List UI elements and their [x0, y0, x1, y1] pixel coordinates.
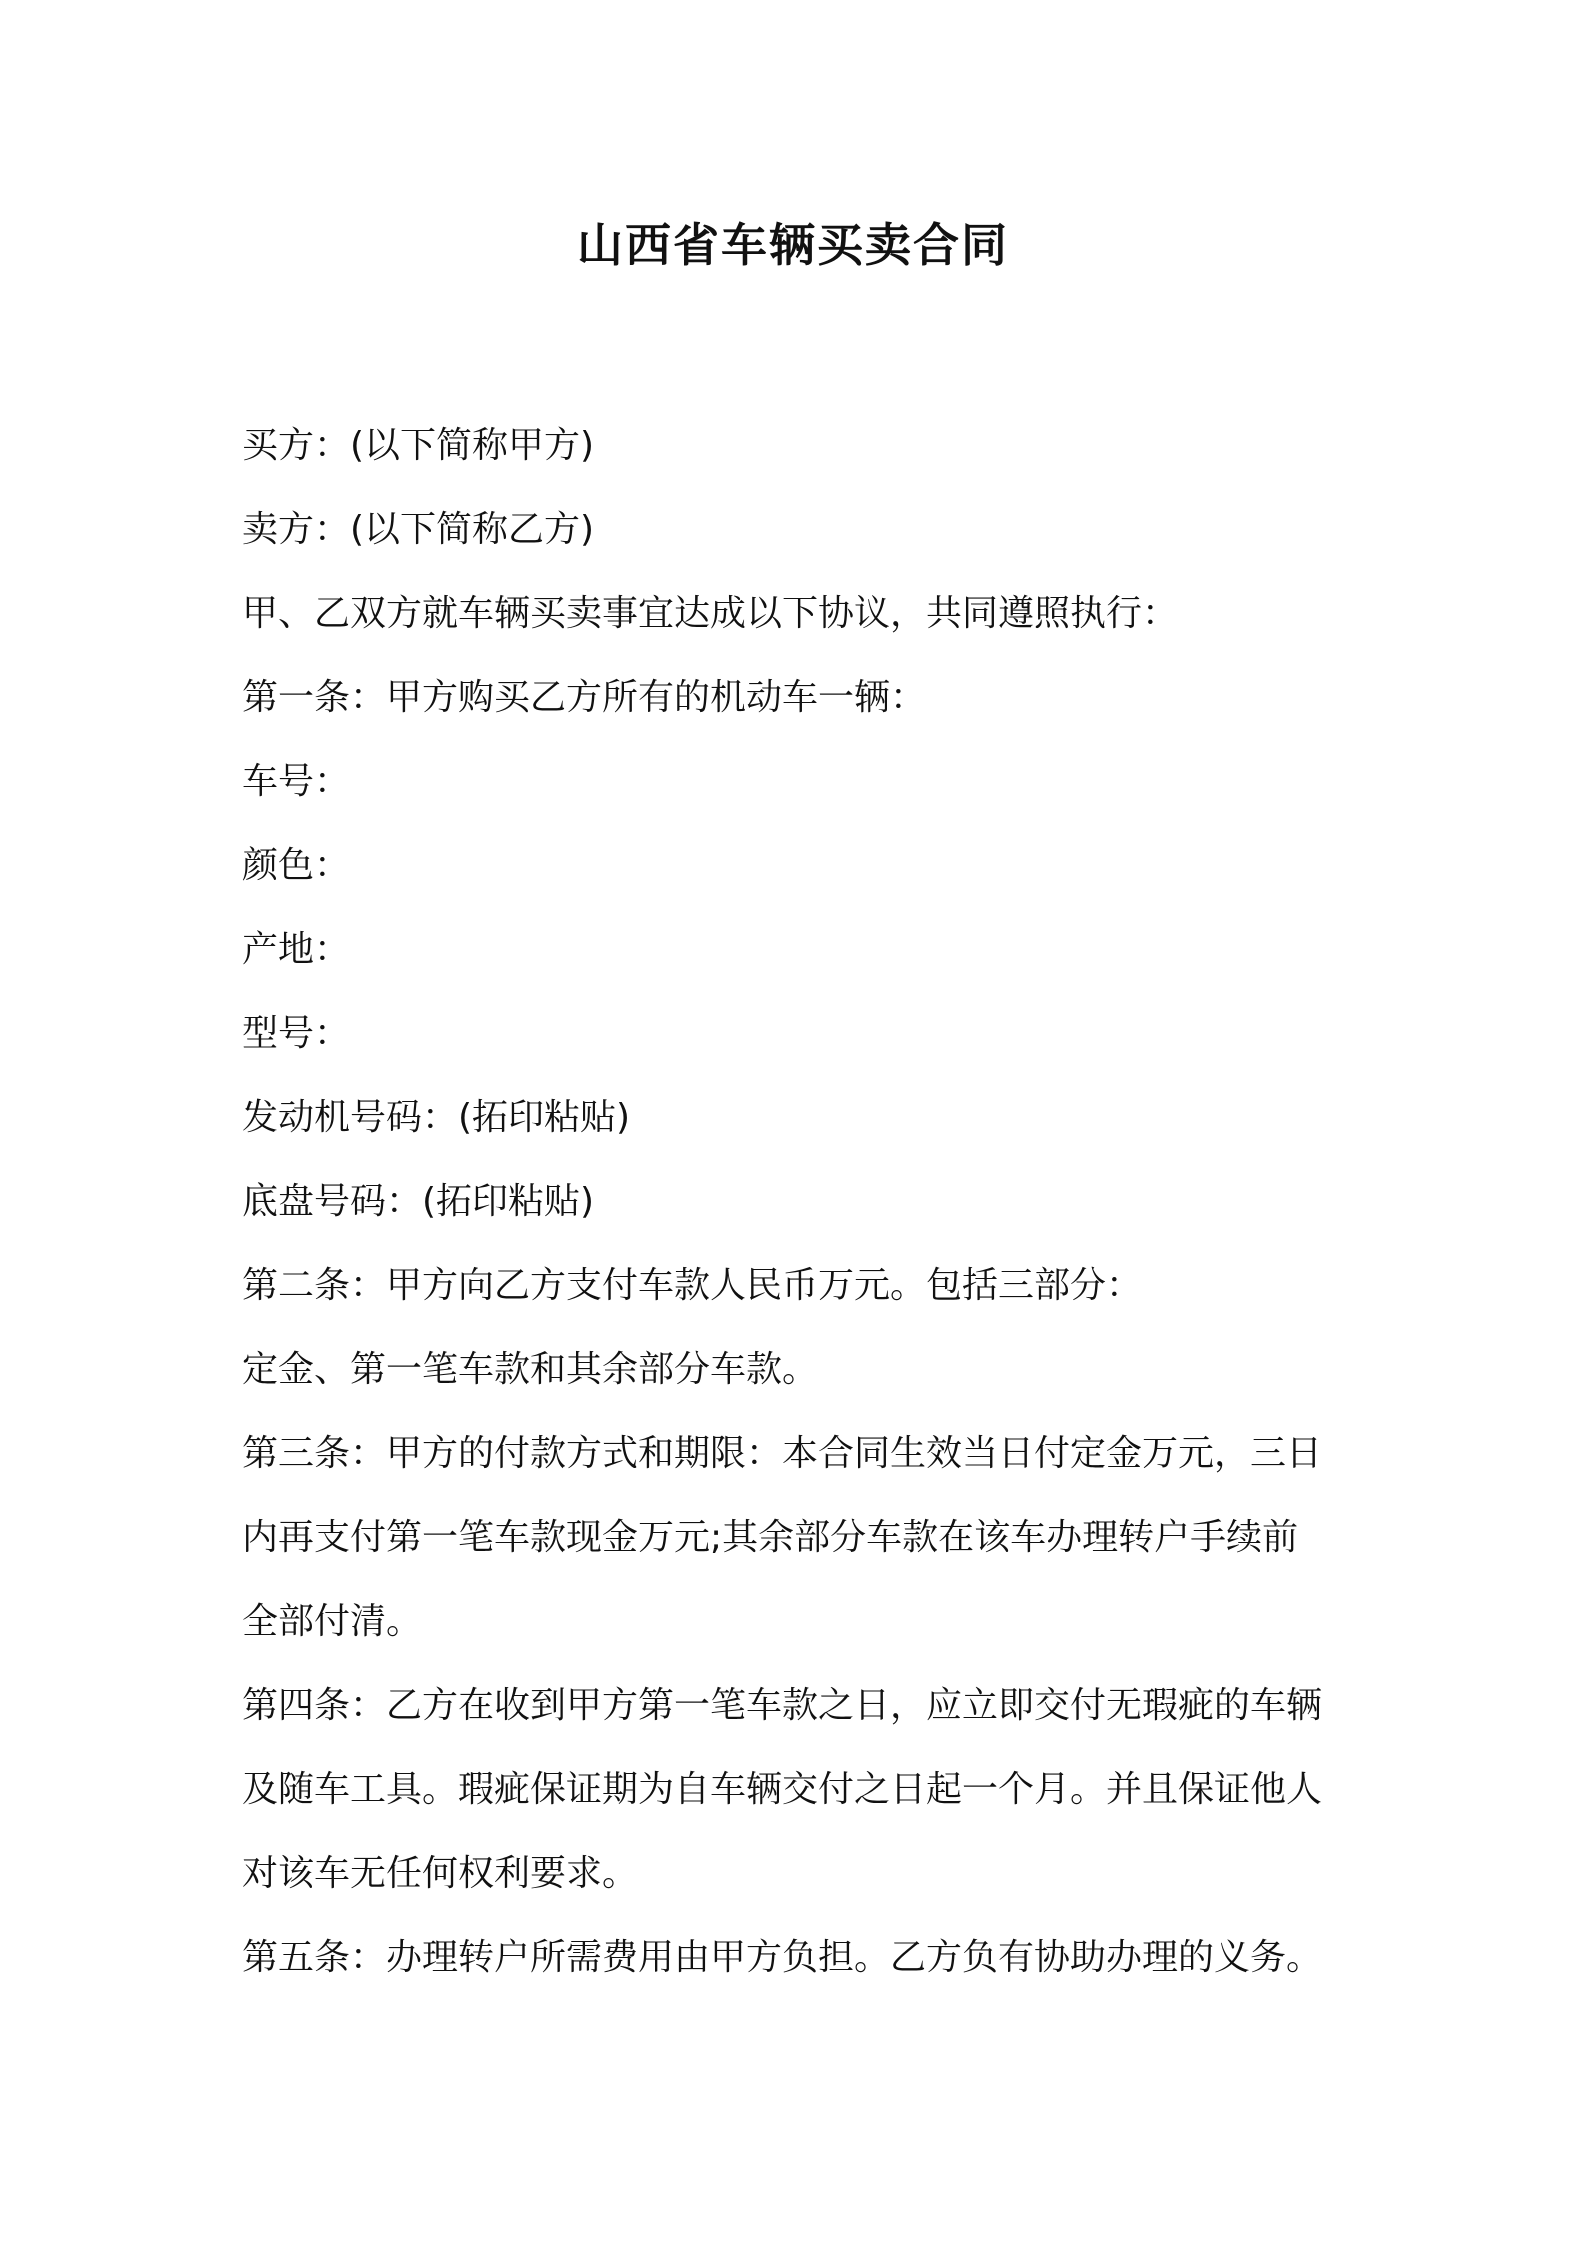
- plate-number-field: 车号：: [242, 761, 351, 802]
- article-4: 第四条：乙方在收到甲方第一笔车款之日，应立即交付无瑕疵的车辆: [242, 1685, 1323, 1726]
- article-3-continued: 内再支付第一笔车款现金万元;其余部分车款在该车办理转户手续前: [242, 1517, 1299, 1558]
- document-title: 山西省车辆买卖合同: [577, 218, 1009, 272]
- article-4-end: 对该车无任何权利要求。: [242, 1853, 639, 1894]
- article-5: 第五条：办理转户所需费用由甲方负担。乙方负有协助办理的义务。: [242, 1937, 1323, 1978]
- article-2: 第二条：甲方向乙方支付车款人民币万元。包括三部分：: [242, 1265, 1143, 1306]
- agreement-intro: 甲、乙双方就车辆买卖事宜达成以下协议，共同遵照执行：: [242, 593, 1179, 634]
- article-2-continued: 定金、第一笔车款和其余部分车款。: [242, 1349, 819, 1390]
- article-3-end: 全部付清。: [242, 1601, 423, 1642]
- buyer-line: 买方：(以下简称甲方): [242, 425, 595, 466]
- seller-line: 卖方：(以下简称乙方): [242, 509, 595, 550]
- chassis-number-field: 底盘号码：(拓印粘贴): [242, 1181, 595, 1222]
- engine-number-field: 发动机号码：(拓印粘贴): [242, 1097, 631, 1138]
- color-field: 颜色：: [242, 845, 351, 886]
- article-4-continued: 及随车工具。瑕疵保证期为自车辆交付之日起一个月。并且保证他人: [242, 1769, 1323, 1810]
- contract-body: [242, 404, 1362, 2000]
- origin-field: 产地：: [242, 929, 351, 970]
- model-field: 型号：: [242, 1013, 351, 1054]
- article-1: 第一条：甲方购买乙方所有的机动车一辆：: [242, 677, 927, 718]
- article-3: 第三条：甲方的付款方式和期限：本合同生效当日付定金万元，三日: [242, 1433, 1323, 1474]
